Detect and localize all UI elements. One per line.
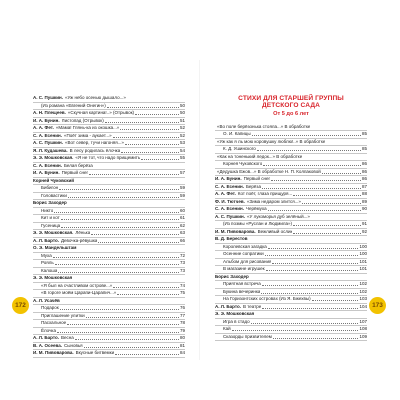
entry-page-number: 85 (361, 146, 367, 152)
toc-entry (215, 236, 367, 244)
entry-work-title: Весна (60, 335, 74, 340)
toc-entry (33, 268, 185, 276)
dot-leader (53, 257, 179, 258)
entry-author: А. Л. Барто. (33, 335, 59, 340)
entry-author: В. Д. Берестов (215, 236, 248, 242)
entry-work-title: «Я не тот, что надо прищемить (75, 155, 141, 160)
toc-entry (33, 305, 185, 313)
entry-work-title: «Я был на счастливом острове...» (41, 282, 113, 288)
entry-page-number: 66 (179, 237, 185, 243)
entry-author: Э. Э. Мошковская. (33, 230, 74, 235)
toc-entry (33, 223, 185, 231)
entry-page-number: 77 (179, 312, 185, 318)
toc-entry (215, 259, 367, 267)
toc-entry (215, 281, 367, 289)
entry-work-title: Кот поёт, глаза прищуря... (237, 191, 293, 197)
entry-page-number: 52 (179, 125, 185, 130)
toc-entry (215, 266, 367, 274)
entry-page-number: 91 (361, 221, 367, 227)
dot-leader (271, 180, 361, 181)
entry-work-title: Головастики (41, 192, 67, 198)
dot-leader (57, 332, 179, 333)
entry-work-title: (Из поэмы «Руслан и Людмила») (223, 221, 293, 227)
entry-author: А. А. Фет. (215, 191, 236, 197)
dot-leader (105, 122, 179, 123)
toc-right-page (215, 95, 367, 341)
entry-work-title: Сказорды призвителем (223, 333, 272, 339)
toc-entry (33, 215, 185, 223)
toc-entry (33, 313, 185, 321)
toc-entry (215, 146, 367, 154)
entry-work-title: Девочка-рёвушка (60, 237, 98, 243)
toc-entry (33, 95, 185, 103)
toc-entry (33, 328, 185, 336)
dot-leader (58, 272, 179, 273)
toc-entry (33, 110, 185, 118)
dot-leader (67, 324, 179, 325)
entry-work-title: К. Д. Ушинского (223, 146, 256, 152)
toc-list-left (33, 95, 185, 358)
entry-work-title: Муха (41, 252, 52, 258)
dot-leader (115, 354, 179, 355)
entry-author: С. А. Есенин. (215, 183, 244, 189)
toc-entry (33, 290, 185, 298)
toc-entry (215, 139, 367, 147)
entry-author: С. А. Есенин. (33, 162, 62, 168)
entry-author: В. А. Осеева. (33, 342, 62, 348)
entry-work-title: Никто (41, 207, 54, 213)
dot-leader (272, 263, 358, 264)
entry-work-title: Лёнька (75, 230, 91, 235)
dot-leader (86, 317, 179, 318)
entry-page-number: 60 (179, 207, 185, 213)
dot-leader (117, 294, 179, 295)
entry-work-title: «Уж небо осенью дышало...» (64, 95, 126, 100)
entry-page-number: 103 (359, 296, 367, 302)
dot-leader (98, 242, 179, 243)
entry-page-number: 73 (179, 260, 185, 265)
section-title-line2: ДЕТСКОГО САДА (261, 102, 320, 110)
page-number-left-badge: 172 (12, 297, 29, 314)
entry-author: О. Э. Мандельштам (33, 245, 77, 250)
toc-entry (33, 185, 185, 193)
entry-author: Ф. И. Тютчев. (215, 198, 245, 204)
entry-work-title: Калоша (41, 267, 58, 273)
toc-entry (215, 311, 367, 319)
entry-work-title: В театре (242, 303, 262, 309)
entry-page-number: 101 (359, 266, 367, 272)
entry-page-number: 73 (179, 267, 185, 273)
entry-author: С. А. Есенин. (215, 206, 244, 212)
entry-page-number: 72 (179, 252, 185, 258)
dot-leader (312, 300, 359, 301)
dot-leader (293, 195, 361, 196)
entry-work-title: «Скучная картина!..» (Отрывок) (67, 110, 135, 115)
dot-leader (302, 203, 361, 204)
entry-work-title: «Как на тоненький ледок...» В обработке (217, 153, 303, 159)
toc-entry (215, 304, 367, 312)
entry-author: Я. Л. Кудашева. (33, 147, 68, 153)
entry-work-title: Корнея Чуковского (223, 161, 263, 167)
entry-page-number: 101 (359, 258, 367, 264)
dot-leader (251, 323, 359, 324)
entry-page-number: 100 (359, 243, 367, 249)
entry-work-title: Листопад (Отрывок) (61, 117, 104, 123)
dot-leader (55, 264, 179, 265)
entry-page-number: 50 (179, 110, 185, 115)
entry-page-number: 89 (361, 198, 367, 204)
entry-work-title: Осенние сопратики (223, 251, 264, 257)
dot-leader (262, 285, 359, 286)
toc-entry (215, 184, 367, 192)
entry-work-title: Гусеница (41, 222, 61, 228)
entry-page-number: 92 (361, 228, 367, 234)
entry-author: Э. Э. Мошковская (33, 275, 73, 280)
dot-leader (293, 233, 361, 234)
entry-page-number: 76 (179, 305, 185, 310)
entry-author: И. А. Бунин. (215, 176, 242, 182)
entry-page-number: 80 (179, 335, 185, 340)
entry-author: И. А. Бунин. (33, 170, 60, 175)
entry-page-number: 86 (361, 161, 367, 167)
entry-work-title: На Горизонтских островах (Из Я. Бжехвы) (223, 296, 311, 302)
entry-page-number: 90 (361, 206, 367, 212)
entry-work-title: «Зима недаром злится...» (246, 198, 301, 204)
toc-entry (215, 244, 367, 252)
toc-entry (33, 103, 185, 111)
entry-page-number: 59 (179, 192, 185, 198)
entry-author: И. М. Пивоварова. (33, 350, 74, 355)
entry-page-number: 53 (179, 140, 185, 145)
toc-entry (33, 253, 185, 261)
entry-work-title: «Дедушка Ежов...» В обработке Н. П. Колпаковой (217, 168, 321, 174)
entry-page-number: 85 (361, 131, 367, 137)
entry-author: Борис Заходер (33, 200, 67, 205)
entry-author: А. С. Пушкин. (33, 140, 63, 145)
entry-page-number: 51 (179, 117, 185, 123)
dot-leader (263, 165, 361, 166)
entry-page-number: 87 (361, 183, 367, 189)
toc-entry (33, 350, 185, 358)
entry-page-number: 79 (179, 327, 185, 333)
section-age-range: От 5 до 6 лет (273, 110, 309, 117)
entry-page-number: 104 (359, 303, 367, 309)
toc-entry (215, 161, 367, 169)
toc-entry (33, 133, 185, 141)
entry-work-title: Приглашение улитки (41, 312, 85, 318)
toc-entry (215, 154, 367, 162)
entry-work-title: Берёза (245, 183, 261, 189)
entry-work-title: Черёмуха (245, 206, 267, 212)
toc-entry (215, 251, 367, 259)
entry-page-number: 102 (359, 281, 367, 287)
entry-page-number: 54 (179, 147, 185, 153)
entry-work-title: Королевская загадка (223, 243, 267, 249)
toc-entry (215, 169, 367, 177)
entry-work-title: Бибигон (41, 185, 59, 190)
toc-entry (33, 245, 185, 253)
toc-entry (33, 208, 185, 216)
entry-work-title: Сыновья (63, 342, 83, 348)
entry-work-title: Вежливый ослик (257, 228, 293, 234)
dot-leader (121, 152, 179, 153)
entry-work-title: Букина вечеринка (223, 288, 261, 294)
entry-work-title: Альбом для рисования (223, 258, 272, 264)
toc-entry (215, 319, 367, 327)
dot-leader (60, 309, 179, 310)
entry-author: А. Н. Плещеев. (33, 110, 66, 115)
entry-page-number: 81 (179, 342, 185, 348)
entry-author: Борис Заходер (215, 273, 249, 279)
toc-entry (215, 221, 367, 229)
dot-leader (268, 248, 359, 249)
entry-page-number: 78 (179, 320, 185, 325)
entry-work-title: Рояль (41, 260, 54, 265)
entry-work-title: Ёлочка (41, 327, 56, 333)
dot-leader (268, 210, 361, 211)
entry-page-number: 84 (179, 350, 185, 355)
entry-page-number: 63 (179, 230, 185, 235)
entry-work-title: Первый снег (243, 176, 271, 182)
entry-work-title: «У лукоморья дуб зелёный...» (246, 213, 310, 219)
dot-leader (91, 234, 179, 235)
entry-author: А. Л. Барто. (215, 303, 241, 309)
entry-author: Корней Чуковский (33, 177, 75, 183)
entry-author: С. А. Есенин. (33, 132, 62, 138)
entry-author: А. С. Пушкин. (33, 95, 63, 100)
toc-entry (215, 214, 367, 222)
entry-work-title: Пасхальное (41, 320, 67, 325)
toc-entry (33, 170, 185, 178)
page-gutter (199, 60, 200, 360)
toc-entry (215, 334, 367, 342)
entry-page-number: 75 (179, 290, 185, 295)
entry-author: И. А. Бунин. (33, 117, 60, 123)
entry-page-number: 62 (179, 222, 185, 228)
entry-author: А. А. Фет. (33, 125, 54, 130)
dot-leader (84, 347, 179, 348)
entry-work-title: Кай (223, 326, 231, 332)
toc-entry (215, 274, 367, 282)
entry-work-title: Игра в стадо (223, 318, 250, 324)
dot-leader (135, 114, 179, 115)
dot-leader (266, 270, 359, 271)
entry-page-number: 57 (179, 170, 185, 175)
toc-entry (33, 125, 185, 133)
dot-leader (125, 144, 179, 145)
toc-entry (33, 230, 185, 238)
entry-page-number: 74 (179, 282, 185, 288)
entry-work-title: Вкусные битвемки (75, 350, 115, 355)
entry-work-title: «В гороге моём Царапи-Царапич...» (41, 290, 117, 295)
dot-leader (265, 255, 359, 256)
entry-page-number: 100 (359, 251, 367, 257)
toc-entry (33, 118, 185, 126)
toc-entry (215, 326, 367, 334)
toc-entry (215, 199, 367, 207)
entry-work-title: (Из романа «Евгений Онегин») (41, 102, 106, 108)
toc-entry (215, 191, 367, 199)
toc-entry (33, 155, 185, 163)
toc-entry (215, 289, 367, 297)
entry-work-title: В лесу родилась ёлочка (69, 147, 121, 153)
entry-work-title: В магазине игрушек (223, 266, 265, 272)
entry-work-title: Первый снег (61, 170, 89, 175)
entry-work-title: «Во поле берёзонька стояла...» В обработке (217, 123, 311, 129)
entry-author: Э. Э. Мошковская. (33, 155, 74, 160)
entry-author: Э. Э. Мошковская (215, 311, 255, 317)
toc-entry (215, 131, 367, 139)
toc-entry (33, 200, 185, 208)
entry-author: А. Л. Усачёв (33, 297, 60, 303)
entry-page-number: 108 (359, 326, 367, 332)
dot-leader (293, 225, 361, 226)
dot-leader (141, 159, 179, 160)
toc-entry (33, 260, 185, 268)
dot-leader (54, 212, 179, 213)
entry-page-number: 102 (359, 288, 367, 294)
dot-leader (252, 135, 361, 136)
dot-leader (273, 338, 359, 339)
toc-entry (33, 193, 185, 201)
entry-page-number: 88 (361, 191, 367, 197)
toc-entry (33, 275, 185, 283)
dot-leader (262, 188, 361, 189)
toc-entry (215, 296, 367, 304)
toc-list-right (215, 124, 367, 342)
entry-work-title: «Поёт зима - аукает...» (63, 132, 112, 138)
dot-leader (61, 219, 179, 220)
section-title (215, 95, 367, 118)
entry-work-title: Подарок (41, 305, 59, 310)
entry-work-title: Приятная встреча (223, 281, 261, 287)
section-title-line1: СТИХИ ДЛЯ СТАРШЕЙ ГРУППЫ (238, 95, 344, 102)
dot-leader (75, 339, 179, 340)
dot-leader (322, 173, 361, 174)
entry-page-number: 52 (179, 132, 185, 138)
dot-leader (113, 287, 179, 288)
entry-author: И. М. Пивоварова. (215, 228, 256, 234)
dot-leader (262, 308, 358, 309)
toc-entry (33, 238, 185, 246)
toc-entry (33, 140, 185, 148)
entry-work-title: «Вот север, тучи нагоняя...» (64, 140, 124, 145)
entry-work-title: Кит и кот (41, 215, 60, 220)
entry-work-title: О. И. Капицы (223, 131, 251, 137)
page-number-right-badge: 173 (369, 297, 386, 314)
toc-entry (215, 206, 367, 214)
dot-leader (232, 330, 359, 331)
dot-leader (257, 150, 361, 151)
toc-entry (33, 163, 185, 171)
dot-leader (68, 197, 179, 198)
toc-entry (215, 176, 367, 184)
entry-page-number: 55 (179, 155, 185, 160)
toc-entry (33, 298, 185, 306)
entry-page-number: 61 (179, 215, 185, 220)
toc-entry (33, 283, 185, 291)
entry-page-number: 50 (179, 102, 185, 108)
entry-page-number: 59 (179, 185, 185, 190)
entry-author: А. Л. Барто. (33, 237, 59, 243)
toc-entry (33, 343, 185, 351)
entry-work-title: «Уж как я ль мою коровушку люблю!..» В обработке (217, 138, 326, 144)
entry-page-number: 109 (359, 333, 367, 339)
dot-leader (113, 137, 179, 138)
toc-entry (33, 148, 185, 156)
toc-left-page (33, 95, 185, 358)
entry-work-title: Белая берёза (63, 162, 93, 168)
dot-leader (61, 227, 179, 228)
toc-entry (215, 229, 367, 237)
dot-leader (89, 174, 179, 175)
entry-page-number: 86 (361, 168, 367, 174)
toc-entry (33, 178, 185, 186)
entry-page-number: 107 (359, 318, 367, 324)
toc-entry (215, 124, 367, 132)
dot-leader (261, 293, 358, 294)
entry-author: А. С. Пушкин. (215, 213, 245, 219)
dot-leader (120, 129, 179, 130)
dot-leader (107, 107, 179, 108)
toc-entry (33, 335, 185, 343)
toc-entry (33, 320, 185, 328)
dot-leader (59, 189, 179, 190)
entry-work-title: «Мама! Глянь-ка из окошка...» (55, 125, 120, 130)
entry-page-number: 86 (361, 176, 367, 182)
